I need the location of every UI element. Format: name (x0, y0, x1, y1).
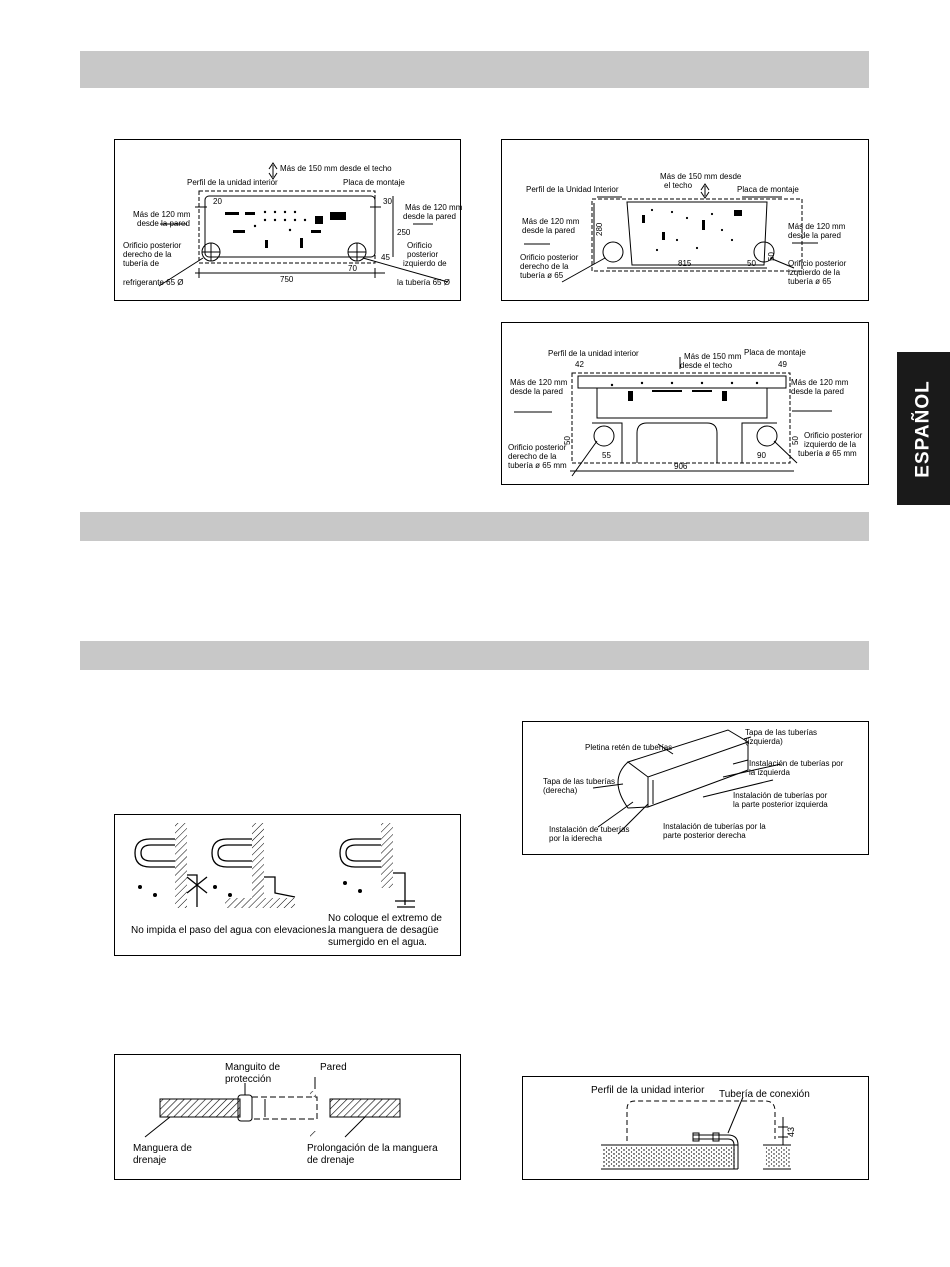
svg-text:posterior: posterior (407, 250, 439, 259)
fig1-wall-right-label: Más de 120 mm (405, 203, 462, 212)
fig4-cover-right-label: Tapa de las tuberías (543, 777, 616, 786)
section-header-bar-2 (80, 512, 869, 541)
svg-text:desde la pared: desde la pared (791, 387, 844, 396)
fig6-sleeve-label: Manguito de (225, 1062, 281, 1073)
svg-text:derecho de la: derecho de la (123, 250, 172, 259)
fig6-drain-hose-label: Manguera de (133, 1143, 192, 1154)
fig3-profile-label: Perfil de la unidad interior (548, 349, 639, 358)
svg-text:la parte posterior izquierda: la parte posterior izquierda (733, 800, 828, 809)
svg-text:(izquierda): (izquierda) (745, 737, 783, 746)
fig3-dim-55: 55 (602, 451, 611, 460)
svg-text:desde la pared: desde la pared (522, 226, 575, 235)
svg-text:por la iderecha: por la iderecha (549, 834, 602, 843)
fig3-dim-50a: 50 (563, 436, 572, 445)
fig2-ceiling-label: Más de 150 mm desde (660, 172, 742, 181)
fig3-dim-50b: 50 (791, 436, 800, 445)
fig5-submerged-note: No coloque el extremo de (328, 913, 442, 924)
fig4-right-install-label: Instalación de tuberías (549, 825, 630, 834)
fig2-left-hole-label: Orificio posterior (788, 259, 847, 268)
svg-text:refrigerante 65 Ø: refrigerante 65 Ø (123, 278, 184, 287)
piping-direction-diagram (522, 721, 869, 855)
svg-text:protección: protección (225, 1074, 272, 1085)
fig1-dim-30: 30 (383, 197, 392, 206)
svg-text:desde la pared: desde la pared (403, 212, 456, 221)
fig2-dim-815: 815 (678, 259, 692, 268)
svg-text:de drenaje: de drenaje (307, 1155, 355, 1166)
fig3-dim-906: 906 (674, 462, 688, 471)
fig1-dim-750: 750 (280, 275, 294, 284)
fig2-dim-50b: 50 (767, 252, 776, 261)
language-tab-label: ESPAÑOL (912, 379, 934, 478)
connection-pipe-diagram (522, 1076, 869, 1180)
fig3-right-hole-label: Orificio posterior (508, 443, 567, 452)
fig2-dim-50a: 50 (747, 259, 756, 268)
svg-text:parte posterior derecha: parte posterior derecha (663, 831, 746, 840)
svg-text:derecho de la: derecho de la (508, 452, 557, 461)
fig6-wall-label: Pared (320, 1062, 347, 1073)
svg-text:desde la pared: desde la pared (510, 387, 563, 396)
svg-text:la izquierda: la izquierda (749, 768, 790, 777)
fig7-dim-43: 43 (786, 1126, 796, 1137)
fig5-elevation-note: No impida el paso del agua con elevaciones. (131, 925, 330, 936)
fig4-left-install-label: Instalación de tuberías por (749, 759, 844, 768)
fig7-pipe-label: Tubería de conexión (719, 1089, 810, 1100)
fig6-extension-label: Prolongación de la manguera (307, 1143, 438, 1154)
fig3-dim-90: 90 (757, 451, 766, 460)
fig1-dim-45: 45 (381, 253, 390, 262)
section-header-bar-1 (80, 51, 869, 88)
svg-text:la tubería 65 Ø: la tubería 65 Ø (397, 278, 450, 287)
fig7-profile-label: Perfil de la unidad interior (591, 1085, 705, 1096)
fig3-wall-left-label: Más de 120 mm (510, 378, 568, 387)
fig1-profile-label: Perfil de la unidad interior (187, 178, 278, 187)
fig1-ceiling-label: Más de 150 mm desde el techo (280, 164, 392, 173)
svg-text:la manguera de desagüe: la manguera de desagüe (328, 925, 439, 936)
fig1-dim-70: 70 (348, 264, 357, 273)
svg-text:izquierdo de: izquierdo de (403, 259, 447, 268)
fig1-dim-250: 250 (397, 228, 411, 237)
svg-text:(derecha): (derecha) (543, 786, 578, 795)
svg-text:derecho de la: derecho de la (520, 262, 569, 271)
fig2-right-hole-label: Orificio posterior (520, 253, 579, 262)
fig1-left-hole-label: Orificio (407, 241, 432, 250)
svg-text:desde el techo: desde el techo (680, 361, 733, 370)
svg-text:desde la pared: desde la pared (788, 231, 841, 240)
language-tab (897, 352, 950, 505)
svg-text:tubería ø 65: tubería ø 65 (520, 271, 564, 280)
fig1-dim-20: 20 (213, 197, 222, 206)
fig1-right-hole-label: Orificio posterior (123, 241, 182, 250)
svg-text:sumergido en el agua.: sumergido en el agua. (328, 937, 427, 948)
fig3-left-hole-label: Orificio posterior (804, 431, 863, 440)
fig3-ceiling-label: Más de 150 mm (684, 352, 742, 361)
fig2-plate-label: Placa de montaje (737, 185, 799, 194)
fig3-plate-label: Placa de montaje (744, 348, 806, 357)
fig2-dim-280: 280 (595, 222, 604, 236)
fig2-wall-left-label: Más de 120 mm (522, 217, 580, 226)
fig4-retainer-label: Pletina retén de tuberías (585, 743, 673, 752)
fig4-cover-left-label: Tapa de las tuberías (745, 728, 818, 737)
svg-text:izquierdo de la: izquierdo de la (788, 268, 841, 277)
svg-text:tubería ø 65 mm: tubería ø 65 mm (798, 449, 857, 458)
mounting-plate-diagram-750 (114, 139, 461, 301)
fig4-rear-left-install-label: Instalación de tuberías por (733, 791, 828, 800)
fig3-wall-right-label: Más de 120 mm (791, 378, 849, 387)
fig1-wall-left-label: Más de 120 mm (133, 210, 191, 219)
fig4-rear-right-install-label: Instalación de tuberías por la (663, 822, 766, 831)
svg-text:desde la pared: desde la pared (137, 219, 190, 228)
fig3-dim-49: 49 (778, 360, 787, 369)
mounting-plate-diagram-815 (501, 139, 869, 301)
drain-hose-extension-diagram (114, 1054, 461, 1180)
drain-hose-warning-diagram (114, 814, 461, 956)
fig3-dim-42: 42 (575, 360, 584, 369)
svg-text:tubería ø 65: tubería ø 65 (788, 277, 832, 286)
section-header-bar-3 (80, 641, 869, 670)
svg-text:izquierdo de la: izquierdo de la (804, 440, 857, 449)
fig2-profile-label: Perfil de la Unidad Interior (526, 185, 619, 194)
mounting-plate-diagram-906 (501, 322, 869, 485)
svg-text:tubería de: tubería de (123, 259, 160, 268)
fig2-wall-right-label: Más de 120 mm (788, 222, 846, 231)
svg-text:drenaje: drenaje (133, 1155, 167, 1166)
svg-text:tubería ø 65 mm: tubería ø 65 mm (508, 461, 567, 470)
svg-text:el techo: el techo (664, 181, 693, 190)
fig1-plate-label: Placa de montaje (343, 178, 405, 187)
